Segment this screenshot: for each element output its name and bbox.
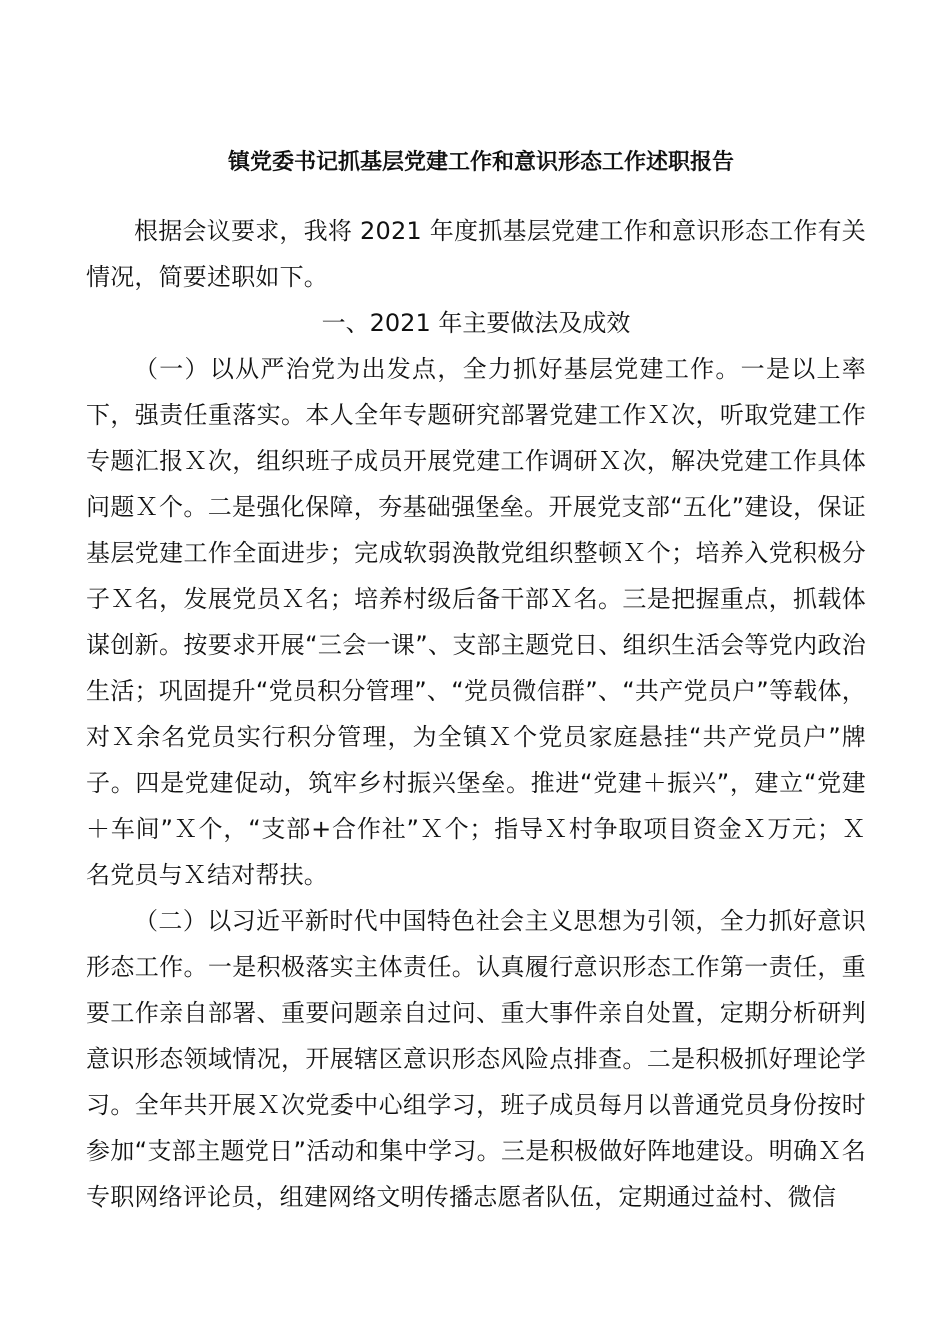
document-title: 镇党委书记抓基层党建工作和意识形态工作述职报告: [227, 150, 734, 175]
paragraph-party-building: （一）以从严治党为出发点，全力抓好基层党建工作。一是以上率下，强责任重落实。本人全年专题研究部署党建工作Ｘ次，听取党建工作专题汇报Ｘ次，组织班子成员开展党建工作调研Ｘ次，解决党建工作具体问题Ｘ个。二是强化保障，夯基础强堡垒。开展党支部“五化”建设，保证基层党建工作全面进步；完成软弱涣散党组织整顿Ｘ个；培养入党积极分子Ｘ名，发展党员Ｘ名；培养村级后备干部Ｘ名。三是把握重点，抓载体谋创新。按要求开展“三会一课”、支部主题党日、组织生活会等党内政治生活；巩固提升“党员积分管理”、“党员微信群”、“共产党员户”等载体，对Ｘ余名党员实行积分管理，为全镇Ｘ个党员家庭悬挂“共产党员户”牌子。四是党建促动，筑牢乡村振兴堡垒。推进“党建＋振兴”，建立“党建＋车间”Ｘ个，“支部+合作社”Ｘ个；指导Ｘ村争取项目资金Ｘ万元；Ｘ名党员与Ｘ结对帮扶。: [86, 355, 866, 889]
section-heading: 一、2021 年主要做法及成效: [321, 309, 631, 337]
intro-paragraph: 根据会议要求，我将 2021 年度抓基层党建工作和意识形态工作有关情况，简要述职如下。: [86, 217, 866, 291]
document-page: [86, 138, 866, 1220]
paragraph-ideology: （二）以习近平新时代中国特色社会主义思想为引领，全力抓好意识形态工作。一是积极落实主体责任。认真履行意识形态工作第一责任，重要工作亲自部署、重要问题亲自过问、重大事件亲自处置，定期分析研判意识形态领域情况，开展辖区意识形态风险点排查。二是积极抓好理论学习。全年共开展Ｘ次党委中心组学习，班子成员每月以普通党员身份按时参加“支部主题党日”活动和集中学习。三是积极做好阵地建设。明确Ｘ名专职网络评论员，组建网络文明传播志愿者队伍，定期通过益村、微信: [86, 907, 866, 1211]
